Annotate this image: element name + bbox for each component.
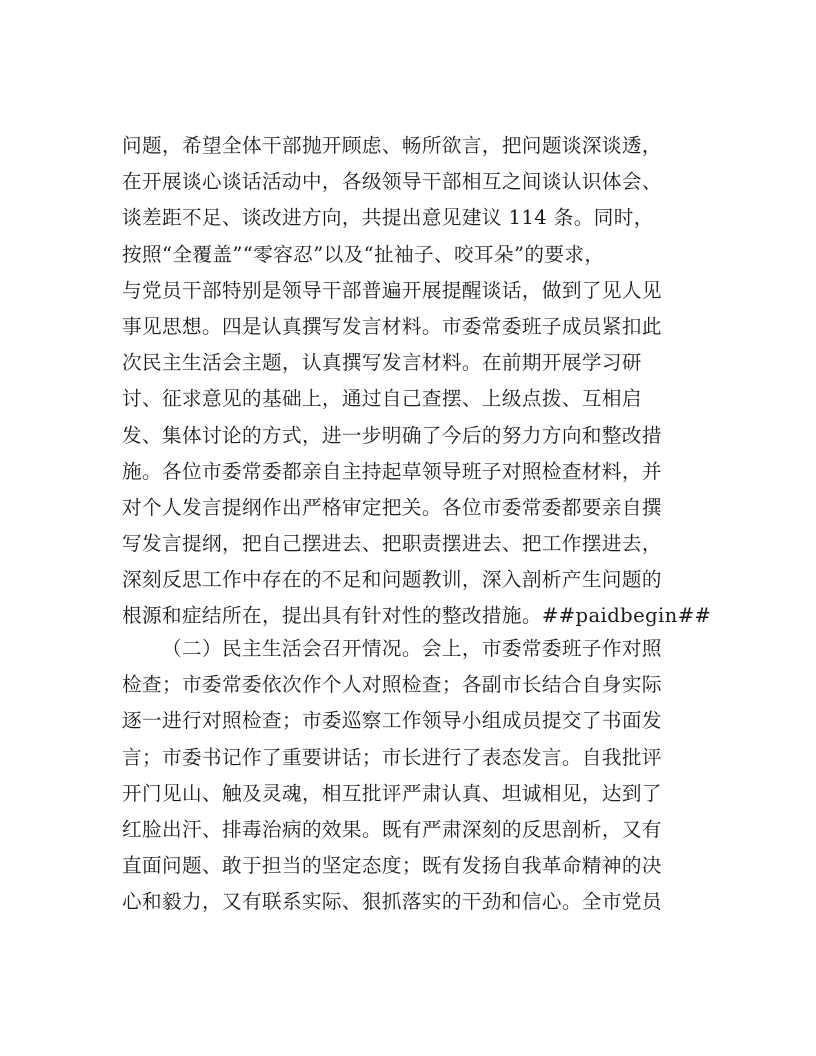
paragraph-2-line-1: （二）民主生活会召开情况。会上，市委常委班子作对照 xyxy=(162,637,662,660)
paragraph-2-line-3: 逐一进行对照检查；市委巡察工作领导小组成员提交了书面发 xyxy=(122,709,662,733)
paragraph-2-line-2: 检查；市委常委依次作个人对照检查；各副市长结合自身实际 xyxy=(122,673,662,697)
paragraph-1-line-1: 问题，希望全体干部抛开顾虑、畅所欲言，把问题谈深谈透， xyxy=(122,134,662,157)
paragraph-2-line-8: 心和毅力，又有联系实际、狠抓落实的干劲和信心。全市党员 xyxy=(122,890,662,914)
paragraph-2-line-5: 开门见山、触及灵魂，相互批评严肃认真、坦诚相见，达到了 xyxy=(122,781,662,805)
paragraph-1-line-5: 与党员干部特别是领导干部普遍开展提醒谈话，做到了见人见 xyxy=(122,278,662,302)
paragraph-1-line-14: 根源和症结所在，提出具有针对性的整改措施。##paidbegin## xyxy=(122,604,712,628)
paragraph-1-line-6: 事见思想。四是认真撰写发言材料。市委常委班子成员紧扣此 xyxy=(122,314,662,338)
paragraph-1-line-9: 发、集体讨论的方式，进一步明确了今后的努力方向和整改措 xyxy=(122,423,662,447)
paragraph-2-line-4: 言；市委书记作了重要讲话；市长进行了表态发言。自我批评 xyxy=(122,745,662,769)
paragraph-2-line-7: 直面问题、敢于担当的坚定态度；既有发扬自我革命精神的决 xyxy=(122,854,662,878)
paragraph-1-line-4: 按照“全覆盖”“零容忍”以及“扯袖子、咬耳朵”的要求， xyxy=(122,242,605,266)
paragraph-1-line-12: 写发言提纲，把自己摆进去、把职责摆进去、把工作摆进去， xyxy=(122,532,662,556)
paragraph-1-line-2: 在开展谈心谈话活动中，各级领导干部相互之间谈认识体会、 xyxy=(122,170,662,194)
paragraph-1 xyxy=(122,128,712,635)
paragraph-2-line-6: 红脸出汗、排毒治病的效果。既有严肃深刻的反思剖析，又有 xyxy=(122,817,662,841)
paragraph-1-line-10: 施。各位市委常委都亲自主持起草领导班子对照检查材料，并 xyxy=(122,459,662,483)
paragraph-1-line-3: 谈差距不足、谈改进方向，共提出意见建议 114 条。同时， xyxy=(122,206,654,230)
paragraph-1-line-8: 讨、征求意见的基础上，通过自己查摆、上级点拨、互相启 xyxy=(122,387,642,411)
paragraph-2 xyxy=(122,631,698,921)
paragraph-1-line-11: 对个人发言提纲作出严格审定把关。各位市委常委都要亲自撰 xyxy=(122,495,662,519)
paragraph-1-line-7: 次民主生活会主题，认真撰写发言材料。在前期开展学习研 xyxy=(122,351,642,375)
paragraph-1-line-13: 深刻反思工作中存在的不足和问题教训，深入剖析产生问题的 xyxy=(122,568,662,592)
